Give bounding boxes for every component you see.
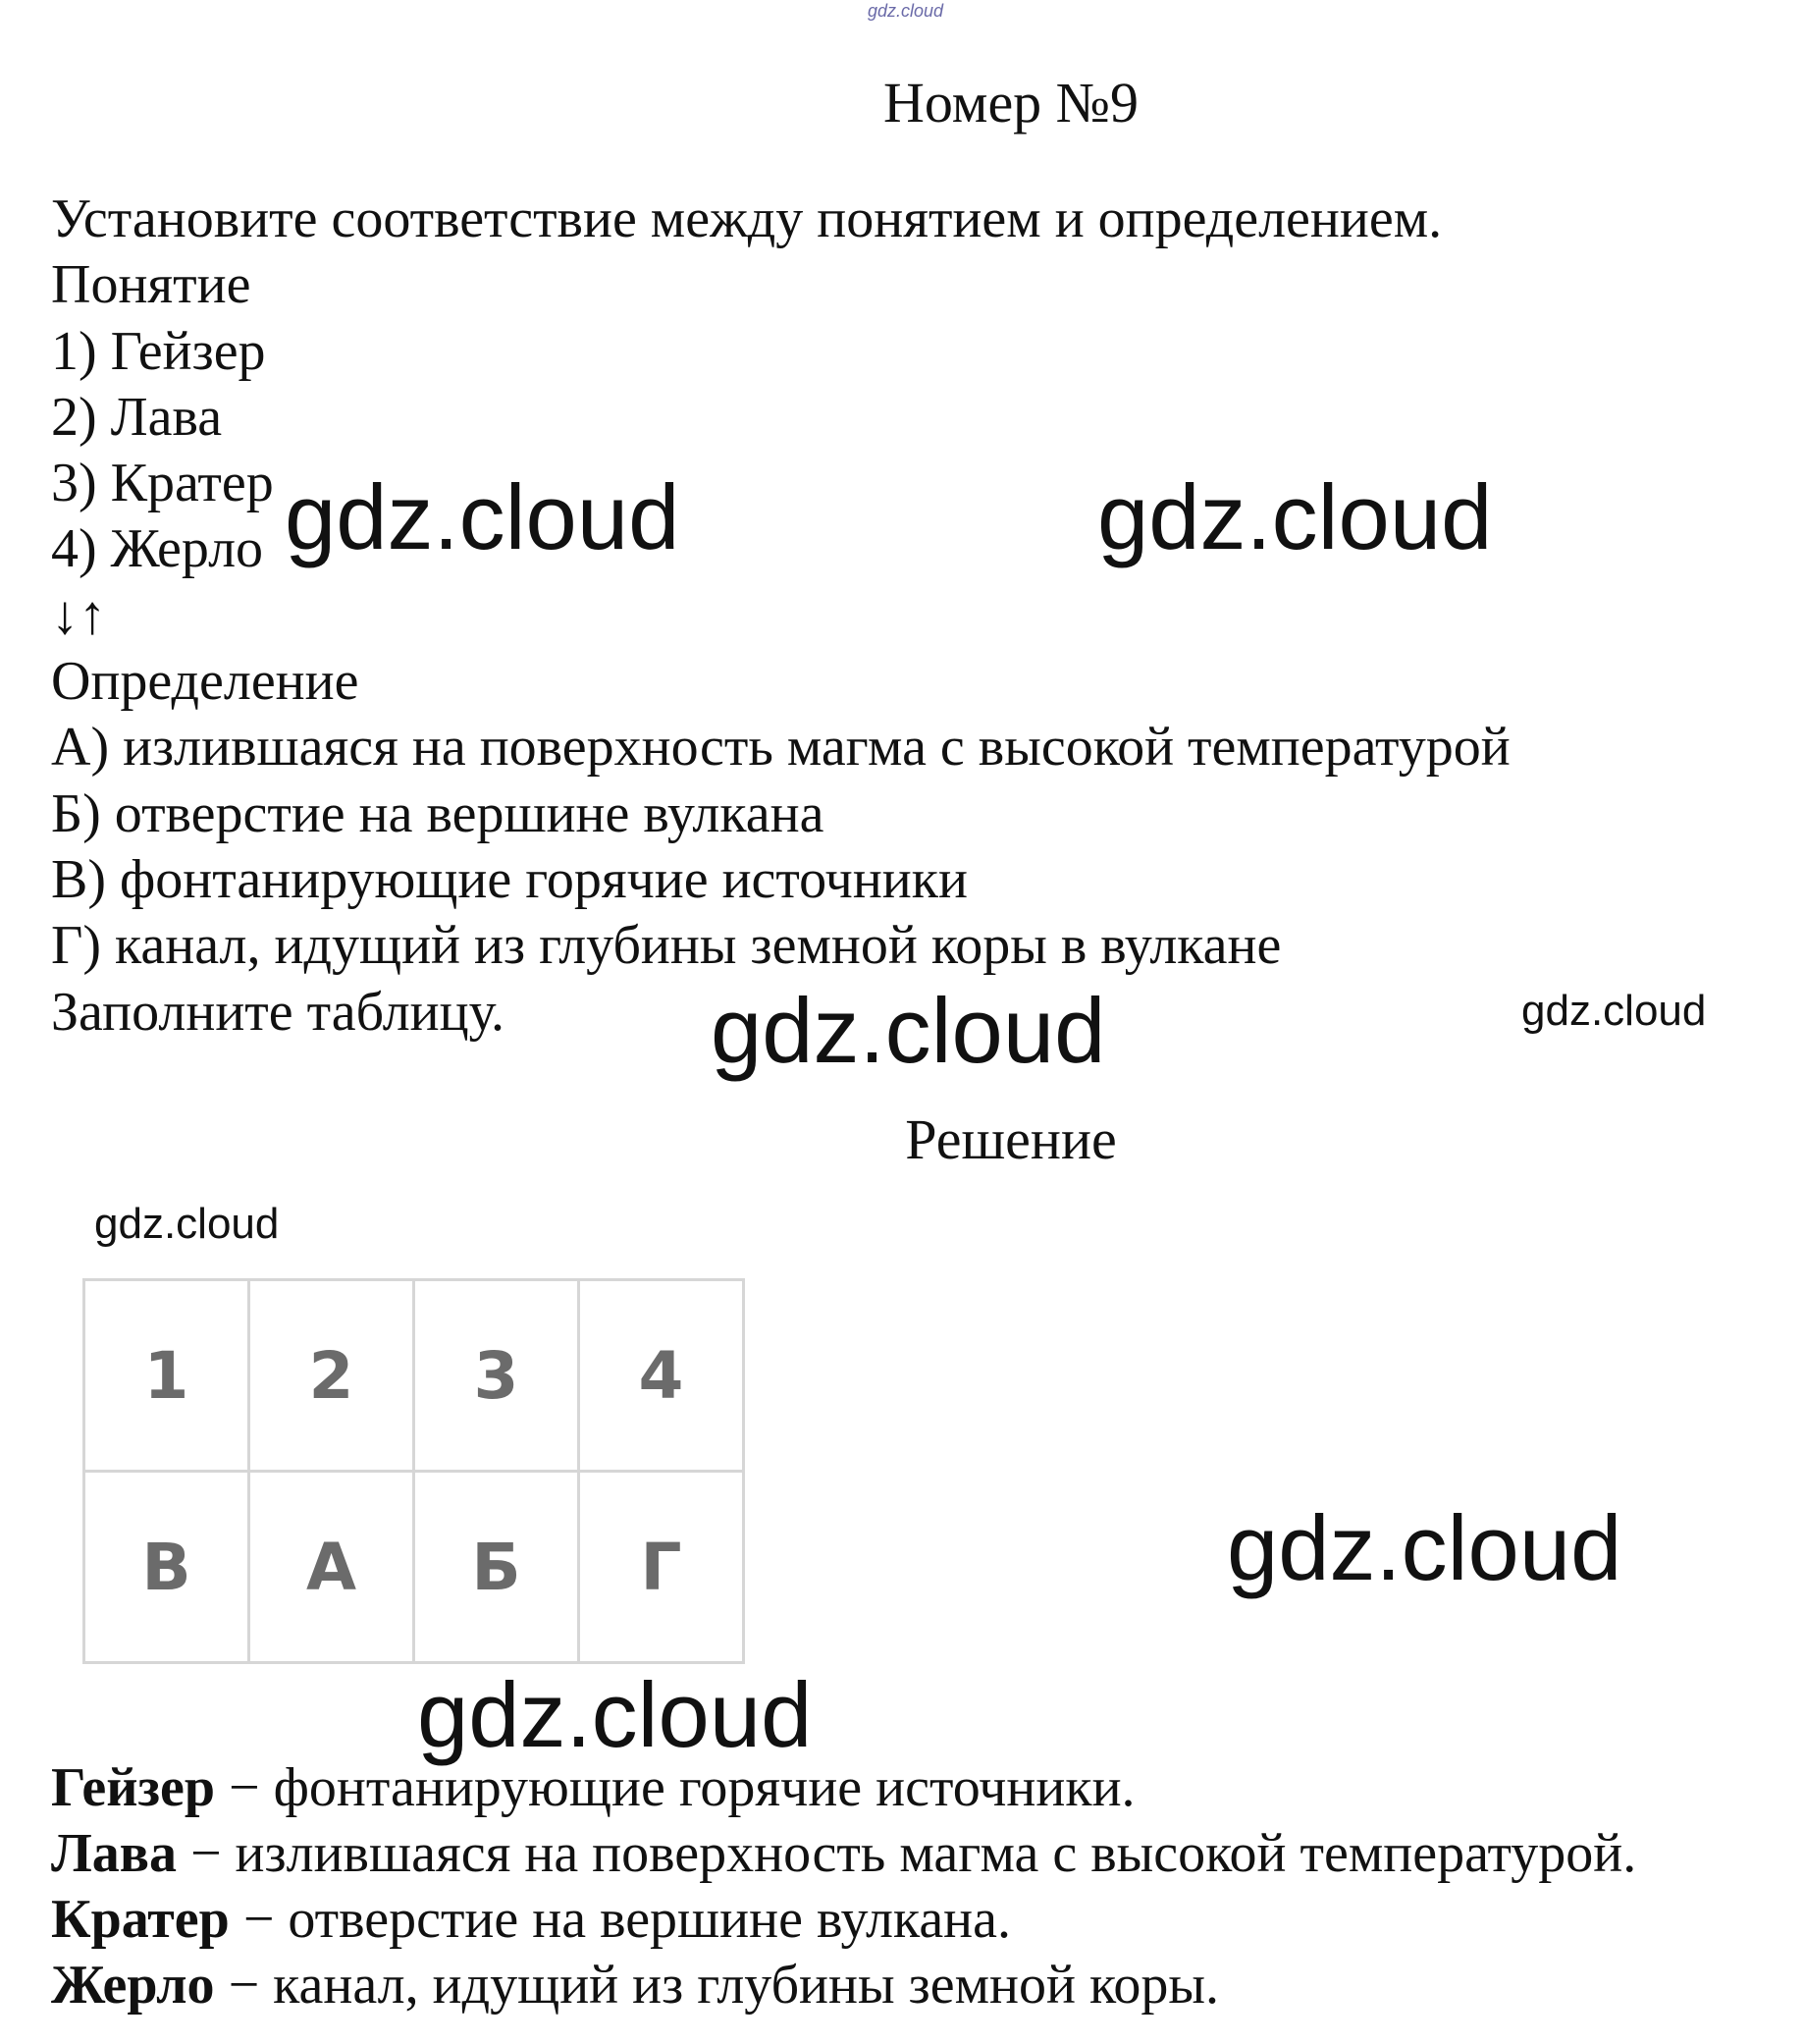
answer-numbers-row <box>84 1280 744 1472</box>
concept-item: 3) Кратер <box>51 453 274 514</box>
summary-line <box>51 1821 1636 1887</box>
watermark: gdz.cloud <box>1227 1496 1622 1599</box>
site-mark: gdz.cloud <box>868 1 944 21</box>
concept-item: 4) Жерло <box>51 518 264 580</box>
summary-line <box>51 1755 1636 1821</box>
definitions-heading: Определение <box>51 651 359 713</box>
answer-number-cell: 3 <box>414 1280 579 1472</box>
watermark: gdz.cloud <box>711 979 1106 1082</box>
answer-letter-cell: А <box>249 1472 414 1663</box>
arrows-glyph: ↓↑ <box>51 584 106 646</box>
definition-item: Б) отверстие на вершине вулкана <box>51 782 824 844</box>
concept-item: 1) Гейзер <box>51 320 266 382</box>
answer-table <box>82 1278 745 1664</box>
concept-item: 2) Лава <box>51 386 223 448</box>
watermark: gdz.cloud <box>94 1200 280 1248</box>
summary-line <box>51 1887 1636 1953</box>
solution-heading: Решение <box>905 1107 1117 1171</box>
answer-letter-cell: Г <box>579 1472 744 1663</box>
summary-term: Кратер <box>51 1889 230 1950</box>
summary-term: Жерло <box>51 1955 215 2016</box>
task-instruction: Установите соответствие между понятием и определением. <box>51 188 1443 249</box>
definition-item: А) излившаяся на поверхность магма с высокой температурой <box>51 717 1511 779</box>
summary-text: − излившаяся на поверхность магма с высокой температурой. <box>176 1823 1637 1884</box>
answer-number-cell: 1 <box>84 1280 249 1472</box>
answer-letter-cell: В <box>84 1472 249 1663</box>
definition-item: В) фонтанирующие горячие источники <box>51 848 968 910</box>
watermark: gdz.cloud <box>417 1663 813 1766</box>
summary-text: − отверстие на вершине вулкана. <box>229 1889 1012 1950</box>
watermark: gdz.cloud <box>1097 465 1493 568</box>
answer-number-cell: 4 <box>579 1280 744 1472</box>
watermark: gdz.cloud <box>1521 987 1707 1035</box>
answer-letters-row <box>84 1472 744 1663</box>
summary-term: Лава <box>51 1823 177 1884</box>
summary-line <box>51 1953 1636 2018</box>
watermark: gdz.cloud <box>285 465 680 568</box>
answer-letter-cell: Б <box>414 1472 579 1663</box>
page-title: Номер №9 <box>882 71 1140 134</box>
task-closing: Заполните таблицу. <box>51 981 504 1043</box>
task-text <box>51 187 1511 1046</box>
solution-summary <box>51 1755 1636 2018</box>
summary-term: Гейзер <box>51 1757 215 1818</box>
concepts-heading: Понятие <box>51 254 251 316</box>
summary-text: − фонтанирующие горячие источники. <box>215 1757 1136 1818</box>
definition-item: Г) канал, идущий из глубины земной коры в вулкане <box>51 915 1282 977</box>
summary-text: − канал, идущий из глубины земной коры. <box>214 1955 1219 2016</box>
answer-number-cell: 2 <box>249 1280 414 1472</box>
